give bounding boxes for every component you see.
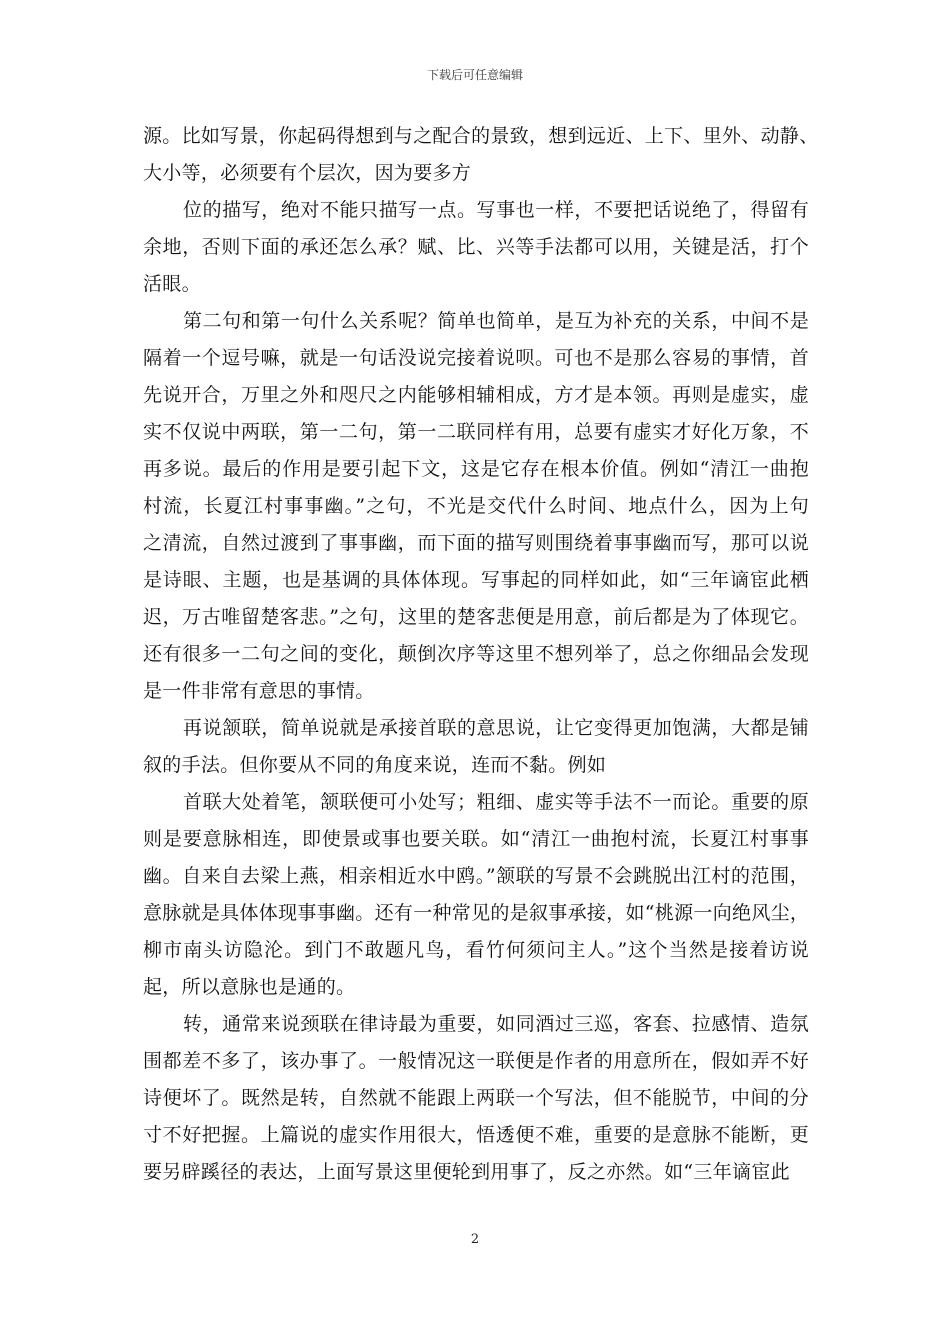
- text-line: 围都差不多了，该办事了。一般情况这一联便是作者的用意所在，假如弄不好: [143, 1050, 809, 1072]
- text-line: 先说开合，万里之外和咫尺之内能够相辅相成，方才是本领。再则是虚实，虚: [143, 384, 809, 406]
- paragraph: [143, 118, 819, 192]
- text-line: 之清流，自然过渡到了事事幽，而下面的描写则围绕着事事幽而写，那可以说: [143, 532, 809, 554]
- text-line: 诗便坏了。既然是转，自然就不能跟上两联一个写法，但不能脱节，中间的分: [143, 1087, 809, 1109]
- text-line: 寸不好把握。上篇说的虚实作用很大，悟透便不难，重要的是意脉不能断，更: [143, 1124, 809, 1146]
- paragraph: [143, 1006, 809, 1191]
- text-line: 村流，长夏江村事事幽。”之句，不光是交代什么时间、地点什么，因为上句: [143, 495, 809, 517]
- text-line: 迟，万古唯留楚客悲。”之句，这里的楚客悲便是用意，前后都是为了体现它。: [143, 606, 809, 628]
- text-line: 还有很多一二句之间的变化，颠倒次序等这里不想列举了，总之你细品会发现: [143, 643, 809, 665]
- text-line: 再说颔联，简单说就是承接首联的意思说，让它变得更加饱满，大都是铺: [183, 717, 809, 739]
- text-line: 实不仅说中两联，第一二句，第一二联同样有用，总要有虚实才好化万象，不: [143, 421, 809, 443]
- text-line: 首联大处着笔，颔联便可小处写；粗细、虚实等手法不一而论。重要的原: [183, 791, 809, 813]
- text-line: 柳市南头访隐沦。到门不敢题凡鸟，看竹何须问主人。”这个当然是接着访说: [143, 939, 809, 961]
- text-line: 是一件非常有意思的事情。: [143, 680, 375, 702]
- page-header: 下载后可任意编辑: [426, 68, 523, 82]
- text-line: 余地，否则下面的承还怎么承？赋、比、兴等手法都可以用，关键是活，打个: [143, 236, 809, 258]
- paragraph: [143, 710, 809, 784]
- text-line: 意脉就是具体体现事事幽。还有一种常见的是叙事承接，如“桃源一向绝风尘，: [143, 902, 810, 924]
- text-line: 叙的手法。但你要从不同的角度来说，连而不黏。例如: [143, 754, 607, 776]
- text-line: 则是要意脉相连，即使景或事也要关联。如“清江一曲抱村流，长夏江村事事: [143, 828, 809, 850]
- paragraph: [143, 303, 809, 710]
- text-line: 活眼。: [143, 273, 201, 295]
- text-line: 源。比如写景，你起码得想到与之配合的景致，想到远近、上下、里外、动静、: [143, 125, 819, 147]
- text-line: 隔着一个逗号嘛，就是一句话没说完接着说呗。可也不是那么容易的事情，首: [143, 347, 809, 369]
- page-number: 2: [470, 1232, 480, 1247]
- text-line: 幽。自来自去梁上燕，相亲相近水中鸥。”颔联的写景不会跳脱出江村的范围，: [143, 865, 809, 887]
- text-line: 转，通常来说颈联在律诗最为重要，如同酒过三巡，客套、拉感情、造氛: [183, 1013, 809, 1035]
- text-line: 位的描写，绝对不能只描写一点。写事也一样，不要把话说绝了，得留有: [183, 199, 809, 221]
- text-line: 是诗眼、主题，也是基调的具体体现。写事起的同样如此，如“三年谪宦此栖: [143, 569, 809, 591]
- text-line: 起，所以意脉也是通的。: [143, 976, 356, 998]
- text-line: 第二句和第一句什么关系呢？简单也简单，是互为补充的关系，中间不是: [183, 310, 809, 332]
- text-line: 要另辟蹊径的表达，上面写景这里便轮到用事了，反之亦然。如“三年谪宦此: [143, 1161, 790, 1183]
- document-body: [143, 118, 819, 1191]
- paragraph: [143, 784, 809, 1006]
- text-line: 再多说。最后的作用是要引起下文，这是它存在根本价值。例如“清江一曲抱: [143, 458, 809, 480]
- text-line: 大小等，必须要有个层次，因为要多方: [143, 162, 472, 184]
- paragraph: [143, 192, 809, 303]
